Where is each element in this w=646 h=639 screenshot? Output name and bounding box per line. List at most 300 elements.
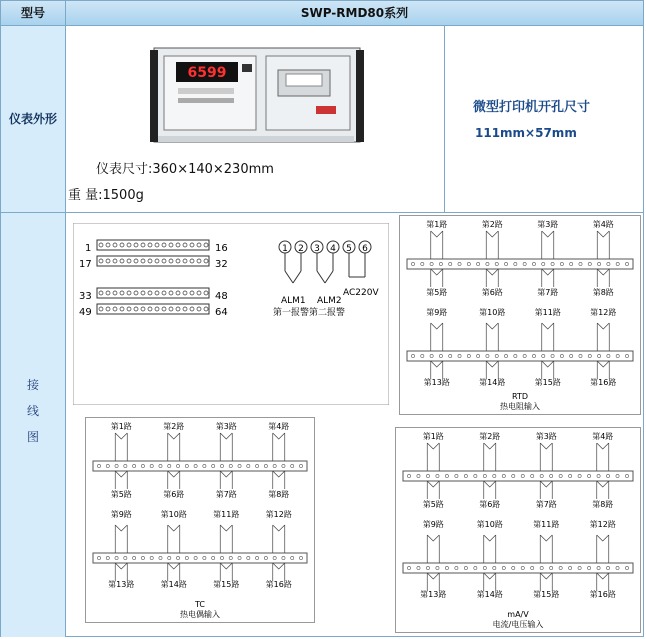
rtd-terminal — [625, 262, 628, 265]
mav-diagram — [395, 427, 641, 633]
rtd-terminal — [588, 354, 591, 357]
rtd-terminal — [421, 262, 424, 265]
rtd-terminal — [551, 262, 554, 265]
terminal-dot — [204, 259, 208, 263]
display-readout: 6599 — [187, 65, 227, 81]
mav-terminal — [521, 566, 524, 569]
terminal-dot — [169, 291, 173, 295]
tc-terminal — [203, 556, 206, 559]
terminal-dot — [155, 291, 159, 295]
rtd-terminal — [467, 262, 470, 265]
terminal-dot — [176, 307, 180, 311]
mav-terminal — [550, 566, 553, 569]
mav-terminal — [445, 474, 448, 477]
tc-terminal — [229, 464, 232, 467]
terminal-dot — [204, 307, 208, 311]
appearance-label-cell — [1, 26, 66, 212]
mav-code: mA/V — [507, 610, 529, 619]
tc-terminal — [291, 464, 294, 467]
terminal-dot — [106, 307, 110, 311]
terminal-dot — [169, 259, 173, 263]
rtd-channel-bottom-4: 第16路 — [590, 378, 617, 387]
tc-terminal — [150, 556, 153, 559]
tc-channel-mid-a-1: 第5路 — [110, 490, 132, 499]
mav-terminal — [550, 474, 553, 477]
mav-channel-mid-b-2: 第10路 — [476, 520, 503, 529]
term-row4-left: 49 — [79, 307, 92, 318]
mav-terminal — [569, 474, 572, 477]
terminal-dot — [106, 243, 110, 247]
mav-terminal — [436, 474, 439, 477]
tc-terminal — [159, 556, 162, 559]
mav-terminal — [540, 566, 543, 569]
pin-4: 4 — [330, 244, 336, 254]
terminal-dot — [141, 291, 145, 295]
tc-channel-mid-b-4: 第12路 — [265, 510, 292, 519]
term-row2-right: 32 — [215, 259, 228, 270]
appearance-row — [1, 26, 643, 213]
rtd-terminal — [532, 354, 535, 357]
mav-terminal — [426, 474, 429, 477]
wiring-label-cell — [1, 213, 66, 637]
mav-channel-mid-a-4: 第8路 — [592, 500, 614, 509]
tc-terminal — [255, 556, 258, 559]
mav-channel-mid-a-2: 第6路 — [479, 500, 501, 509]
terminal-dot — [113, 307, 117, 311]
tc-terminal — [176, 464, 179, 467]
terminal-dot — [183, 307, 187, 311]
rtd-channel-mid-b-4: 第12路 — [590, 308, 617, 317]
rtd-terminal — [588, 262, 591, 265]
rtd-terminal — [439, 262, 442, 265]
terminal-dot — [204, 243, 208, 247]
mav-terminal — [502, 566, 505, 569]
terminal-dot — [197, 243, 201, 247]
rtd-terminal — [467, 354, 470, 357]
tc-terminal — [124, 556, 127, 559]
terminal-dot — [162, 307, 166, 311]
mav-terminal — [578, 566, 581, 569]
terminal-dot — [176, 291, 180, 295]
rtd-terminal — [486, 354, 489, 357]
mav-terminal — [474, 566, 477, 569]
mav-terminal — [540, 474, 543, 477]
rtd-terminal — [430, 354, 433, 357]
rtd-terminal — [411, 354, 414, 357]
tc-terminal — [299, 556, 302, 559]
mav-terminal — [606, 474, 609, 477]
appearance-label: 仪表外形 — [8, 112, 57, 126]
mav-terminal — [464, 474, 467, 477]
terminal-dot — [183, 259, 187, 263]
terminal-dot — [162, 243, 166, 247]
printer-cutout-size: 111mm×57mm — [475, 126, 577, 140]
terminal-dot — [190, 243, 194, 247]
instrument-size-text: 仪表尺寸:360×140×230mm — [96, 162, 274, 177]
tc-channel-mid-b-3: 第11路 — [213, 510, 240, 519]
tc-channel-mid-b-2: 第10路 — [160, 510, 187, 519]
tc-channel-mid-b-1: 第9路 — [110, 510, 132, 519]
terminal-dot — [127, 291, 131, 295]
terminal-dot — [155, 307, 159, 311]
rtd-terminal — [570, 354, 573, 357]
terminal-dot — [148, 243, 152, 247]
mav-terminal — [616, 474, 619, 477]
mav-channel-mid-a-1: 第5路 — [422, 500, 444, 509]
terminal-dot — [120, 291, 124, 295]
rtd-terminal — [542, 354, 545, 357]
rtd-terminal — [449, 262, 452, 265]
printer-cutout-cell — [445, 26, 643, 212]
tc-terminal — [106, 556, 109, 559]
tc-terminal — [203, 464, 206, 467]
terminal-dot — [204, 291, 208, 295]
tc-terminal — [291, 556, 294, 559]
terminal-dot — [127, 243, 131, 247]
mav-terminal — [474, 474, 477, 477]
mav-terminal — [597, 566, 600, 569]
mav-terminal — [578, 474, 581, 477]
tc-channel-top-1: 第1路 — [110, 422, 132, 431]
rtd-channel-top-2: 第2路 — [481, 220, 503, 229]
rtd-channel-mid-b-2: 第10路 — [479, 308, 506, 317]
mav-terminal — [625, 566, 628, 569]
terminal-dot — [99, 307, 103, 311]
rtd-diagram — [399, 215, 641, 415]
terminal-dot — [183, 291, 187, 295]
terminal-dot — [106, 291, 110, 295]
tc-terminal — [264, 464, 267, 467]
mav-terminal — [407, 474, 410, 477]
mav-terminal — [502, 474, 505, 477]
terminal-dot — [99, 243, 103, 247]
rtd-terminal — [523, 262, 526, 265]
printer-cutout-title: 微型打印机开孔尺寸 — [473, 100, 591, 115]
tc-terminal — [133, 464, 136, 467]
tc-terminal — [150, 464, 153, 467]
mav-channel-mid-b-3: 第11路 — [533, 520, 560, 529]
tc-caption: 热电偶输入 — [180, 610, 220, 619]
mav-terminal — [493, 474, 496, 477]
pin-5: 5 — [346, 244, 352, 254]
rtd-terminal — [625, 354, 628, 357]
tc-terminal — [255, 464, 258, 467]
table-header — [1, 1, 643, 26]
tc-terminal — [185, 464, 188, 467]
terminal-dot — [190, 291, 194, 295]
rtd-terminal — [458, 262, 461, 265]
rtd-terminal — [551, 354, 554, 357]
tc-channel-mid-a-4: 第8路 — [268, 490, 290, 499]
tc-terminal — [273, 556, 276, 559]
header-series-title: SWP-RMD80系列 — [300, 6, 409, 20]
tc-terminal — [185, 556, 188, 559]
tc-terminal — [141, 556, 144, 559]
terminal-dot — [148, 291, 152, 295]
terminal-dot — [155, 243, 159, 247]
mav-terminal — [512, 566, 515, 569]
mav-terminal — [521, 474, 524, 477]
mav-terminal — [455, 474, 458, 477]
mav-terminal — [559, 566, 562, 569]
terminal-dot — [148, 307, 152, 311]
terminal-dot — [148, 259, 152, 263]
mav-channel-top-3: 第3路 — [535, 432, 557, 441]
rtd-channel-mid-a-2: 第6路 — [481, 288, 503, 297]
tc-channel-top-3: 第3路 — [215, 422, 237, 431]
tc-diagram — [85, 417, 315, 623]
rtd-terminal — [504, 262, 507, 265]
mav-terminal — [597, 474, 600, 477]
rtd-terminal — [532, 262, 535, 265]
terminal-dot — [190, 259, 194, 263]
rtd-caption: 热电阻输入 — [500, 402, 540, 411]
rtd-terminal — [597, 354, 600, 357]
tc-terminal — [141, 464, 144, 467]
alarm-caption: 第一报警第二报警 — [273, 308, 346, 318]
rtd-channel-mid-a-3: 第7路 — [537, 288, 559, 297]
terminal-dot — [113, 259, 117, 263]
mav-channel-mid-b-4: 第12路 — [589, 520, 616, 529]
rtd-terminal — [486, 262, 489, 265]
tc-terminal — [106, 464, 109, 467]
mav-terminal — [606, 566, 609, 569]
tc-terminal — [97, 464, 100, 467]
terminal-dot — [197, 291, 201, 295]
rtd-terminal — [514, 262, 517, 265]
mav-channel-top-2: 第2路 — [479, 432, 501, 441]
mav-terminal — [455, 566, 458, 569]
term-row4-right: 64 — [215, 307, 228, 318]
terminal-dot — [190, 307, 194, 311]
tc-terminal — [264, 556, 267, 559]
terminal-dot — [169, 243, 173, 247]
terminal-dot — [176, 259, 180, 263]
rtd-channel-top-4: 第4路 — [592, 220, 614, 229]
tc-terminal — [194, 556, 197, 559]
rtd-channel-bottom-1: 第13路 — [423, 378, 450, 387]
mav-terminal — [445, 566, 448, 569]
terminal-dot — [197, 259, 201, 263]
rtd-terminal — [560, 262, 563, 265]
tc-terminal — [229, 556, 232, 559]
tc-terminal — [299, 464, 302, 467]
tc-terminal — [247, 556, 250, 559]
mav-channel-top-1: 第1路 — [422, 432, 444, 441]
rtd-terminal — [607, 354, 610, 357]
term-row3-left: 33 — [79, 291, 92, 302]
rtd-terminal — [477, 262, 480, 265]
tc-terminal — [247, 464, 250, 467]
mav-terminal — [512, 474, 515, 477]
rtd-terminal — [616, 354, 619, 357]
terminal-dot — [183, 243, 187, 247]
rtd-channel-mid-b-1: 第9路 — [426, 308, 448, 317]
mav-terminal — [625, 474, 628, 477]
terminal-dot — [106, 259, 110, 263]
rtd-terminal — [523, 354, 526, 357]
mav-terminal — [407, 566, 410, 569]
tc-channel-top-2: 第2路 — [163, 422, 185, 431]
tc-terminal — [212, 464, 215, 467]
mav-terminal — [587, 474, 590, 477]
tc-terminal — [282, 556, 285, 559]
rtd-terminal — [504, 354, 507, 357]
rtd-channel-mid-a-4: 第8路 — [592, 288, 614, 297]
mav-channel-mid-a-3: 第7路 — [535, 500, 557, 509]
mav-terminal — [417, 474, 420, 477]
rtd-channel-bottom-3: 第15路 — [534, 378, 561, 387]
terminal-dot — [134, 307, 138, 311]
tc-code: TC — [194, 600, 206, 609]
pin-3: 3 — [314, 244, 320, 254]
mav-terminal — [587, 566, 590, 569]
tc-terminal — [159, 464, 162, 467]
tc-terminal — [168, 556, 171, 559]
mav-channel-top-4: 第4路 — [592, 432, 614, 441]
terminal-dot — [134, 259, 138, 263]
tc-channel-mid-a-3: 第7路 — [215, 490, 237, 499]
rtd-channel-mid-a-1: 第5路 — [426, 288, 448, 297]
mav-terminal — [483, 474, 486, 477]
terminal-dot — [120, 243, 124, 247]
tc-channel-bottom-1: 第13路 — [108, 580, 135, 589]
terminal-dot — [162, 259, 166, 263]
alm2-label: ALM2 — [317, 296, 342, 306]
terminal-dot — [120, 307, 124, 311]
rtd-terminal — [495, 354, 498, 357]
rtd-channel-top-1: 第1路 — [426, 220, 448, 229]
rtd-terminal — [421, 354, 424, 357]
wiring-label-char-2: 线 — [26, 404, 39, 418]
tc-terminal — [115, 556, 118, 559]
mav-channel-bottom-4: 第16路 — [589, 590, 616, 599]
terminal-dot — [169, 307, 173, 311]
wiring-row — [1, 213, 643, 637]
tc-terminal — [273, 464, 276, 467]
mav-channel-bottom-3: 第15路 — [533, 590, 560, 599]
terminal-dot — [113, 243, 117, 247]
rtd-terminal — [607, 262, 610, 265]
tc-terminal — [282, 464, 285, 467]
terminal-dot — [99, 291, 103, 295]
rtd-channel-mid-b-3: 第11路 — [534, 308, 561, 317]
mav-channel-bottom-2: 第14路 — [476, 590, 503, 599]
header-model-label: 型号 — [1, 1, 66, 25]
tc-terminal — [176, 556, 179, 559]
terminal-dot — [141, 307, 145, 311]
rtd-terminal — [514, 354, 517, 357]
tc-channel-bottom-4: 第16路 — [265, 580, 292, 589]
mav-terminal — [426, 566, 429, 569]
pin-6: 6 — [362, 244, 368, 254]
rtd-channel-top-3: 第3路 — [537, 220, 559, 229]
terminal-dot — [141, 243, 145, 247]
term-row2-left: 17 — [79, 259, 92, 270]
terminal-dot — [134, 291, 138, 295]
tc-terminal — [97, 556, 100, 559]
terminal-dot — [176, 243, 180, 247]
tc-channel-top-4: 第4路 — [268, 422, 290, 431]
terminal-dot — [120, 259, 124, 263]
mav-terminal — [417, 566, 420, 569]
tc-terminal — [238, 556, 241, 559]
mav-terminal — [559, 474, 562, 477]
term-row1-right: 16 — [215, 243, 228, 254]
rtd-terminal — [579, 262, 582, 265]
rtd-terminal — [495, 262, 498, 265]
instrument-photo-cell — [66, 26, 445, 212]
terminal-dot — [155, 259, 159, 263]
term-row1-left: 1 — [85, 243, 92, 254]
rtd-terminal — [449, 354, 452, 357]
rtd-terminal — [430, 262, 433, 265]
rtd-channel-bottom-2: 第14路 — [479, 378, 506, 387]
rtd-terminal — [458, 354, 461, 357]
terminal-dot — [162, 291, 166, 295]
mav-terminal — [531, 474, 534, 477]
rtd-terminal — [597, 262, 600, 265]
mav-terminal — [531, 566, 534, 569]
terminal-diagram — [73, 223, 389, 405]
tc-terminal — [212, 556, 215, 559]
rtd-terminal — [411, 262, 414, 265]
terminal-dot — [141, 259, 145, 263]
wiring-label-char-1: 接 — [26, 378, 39, 392]
mav-caption: 电流/电压输入 — [492, 620, 544, 629]
terminal-dot — [127, 259, 131, 263]
tc-terminal — [194, 464, 197, 467]
tc-channel-bottom-2: 第14路 — [160, 580, 187, 589]
tc-terminal — [238, 464, 241, 467]
terminal-dot — [99, 259, 103, 263]
mav-terminal — [493, 566, 496, 569]
rtd-terminal — [579, 354, 582, 357]
mav-terminal — [436, 566, 439, 569]
ac220v-label: AC220V — [343, 288, 379, 298]
terminal-dot — [113, 291, 117, 295]
tc-channel-mid-a-2: 第6路 — [163, 490, 185, 499]
rtd-terminal — [560, 354, 563, 357]
rtd-terminal — [542, 262, 545, 265]
tc-terminal — [124, 464, 127, 467]
tc-terminal — [220, 464, 223, 467]
mav-terminal — [569, 566, 572, 569]
rtd-terminal — [477, 354, 480, 357]
pin-2: 2 — [298, 244, 304, 254]
term-row3-right: 48 — [215, 291, 228, 302]
tc-terminal — [133, 556, 136, 559]
mav-terminal — [483, 566, 486, 569]
terminal-dot — [197, 307, 201, 311]
rtd-code: RTD — [511, 392, 529, 401]
mav-channel-mid-b-1: 第9路 — [422, 520, 444, 529]
rtd-terminal — [570, 262, 573, 265]
terminal-dot — [127, 307, 131, 311]
alm1-label: ALM1 — [281, 296, 306, 306]
tc-terminal — [115, 464, 118, 467]
wiring-label-char-3: 图 — [26, 430, 39, 444]
rtd-terminal — [616, 262, 619, 265]
mav-terminal — [464, 566, 467, 569]
tc-channel-bottom-3: 第15路 — [213, 580, 240, 589]
tc-terminal — [220, 556, 223, 559]
instrument-weight-text: 重 量:1500g — [68, 188, 144, 203]
mav-terminal — [616, 566, 619, 569]
terminal-dot — [134, 243, 138, 247]
rtd-terminal — [439, 354, 442, 357]
pin-1: 1 — [282, 244, 288, 254]
